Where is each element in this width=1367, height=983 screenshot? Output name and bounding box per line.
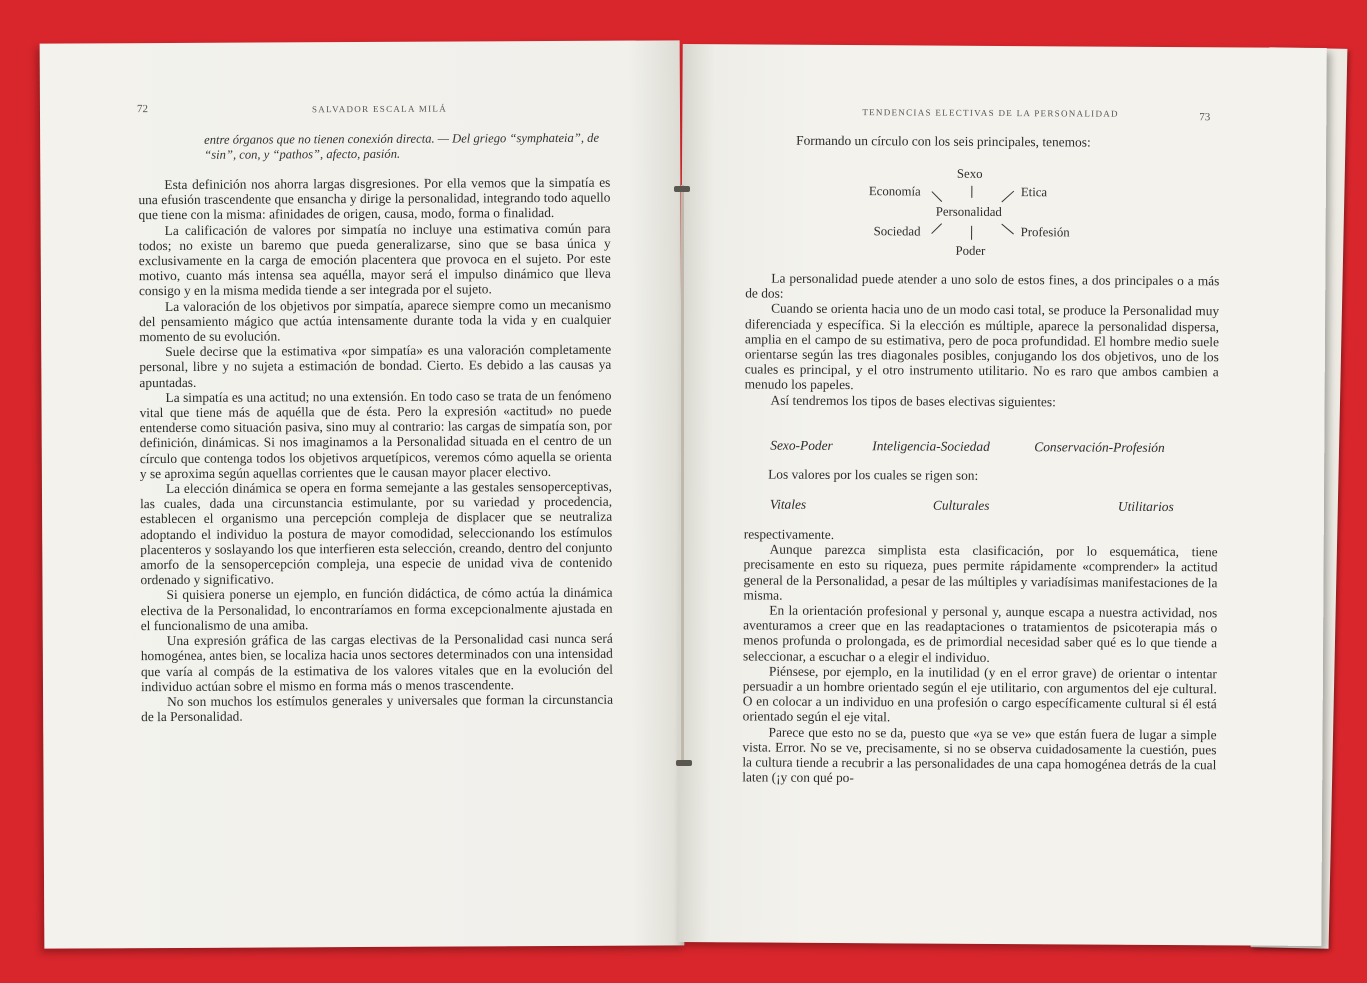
left-body-text <box>138 175 613 725</box>
base-inteligencia-sociedad: Inteligencia-Sociedad <box>872 438 990 454</box>
right-running-head: TENDENCIAS ELECTIVAS DE LA PERSONALIDAD <box>862 107 1119 119</box>
paragraph: Aunque parezca simplista esta clasificación, por lo esquemática, tiene precisamente en esto su riqueza, pues permite rápidamente «comprender» la actitud general de la Personalidad, a pesar de las múltiples y variadísimas manifestaciones de la misma. <box>743 541 1218 603</box>
bottom-staple <box>676 760 692 766</box>
values-intro: Los valores por los cuales se rigen son: <box>768 466 979 483</box>
diagram-upper-left: Economía <box>868 184 921 199</box>
paragraph: La simpatía es una actitud; no una extensión. En todo caso se trata de un fenómeno vital que tiene más de aquélla que de ésta. Pero la expresión «actitud» no puede entenderse como situación pasiva, sino muy al contrario: las cargas de simpatía son, por definición, dinámicas. Si nos imaginamos a la Personalidad situada en el centro de un círculo que contenga todos los objetivos arquetípicos, veremos cómo aquella se orienta y se aproxima según aquellas corrientes que le causan mayor placer electivo. <box>139 387 612 482</box>
footnote: entre órganos que no tienen conexión directa. — Del griego “symphateia”, de “sin”, con, y “pathos”, afecto, pasión. <box>204 130 600 162</box>
diagram-lower-right: Profesión <box>1020 225 1070 240</box>
left-page-number: 72 <box>136 103 149 116</box>
value-utilitarios: Utilitarios <box>1117 498 1174 515</box>
paragraph: La elección dinámica se opera en forma semejante a las gestales sensoperceptivas, las cuales, dada una circunstancia estimulante, por su variedad y procedencia, establecen el organismo una percepción compleja de displacer que se neutraliza adoptando el individuo la postura de mayor comodidad, seleccionando los estímulos placenteros y soslayando los que interfieren esta selección, creando, dentro del conjunto amorfo de la sensopercepción compleja, una especie de unidad viva de contenido ordenado y significativo. <box>140 478 613 588</box>
diagram-top: Sexo <box>956 166 983 181</box>
diagram-center: Personalidad <box>935 204 1002 219</box>
paragraph: La personalidad puede atender a uno solo de estos fines, a dos principales o a más de dos: <box>745 270 1220 301</box>
respectively-text: respectivamente. <box>743 526 835 542</box>
paragraph: Piénsese, por ejemplo, en la inutilidad (y en el error grave) de orientar o intentar persuadir a un hombre orientado según el eje utilitario, con argumentos del eje cultural. O en colocar a un individuo en una profesión o cargo específicamente cultural si él está orientado según el eje vital. <box>742 663 1217 725</box>
binding-thread <box>681 185 684 765</box>
base-sexo-poder: Sexo-Poder <box>770 437 833 453</box>
top-staple <box>674 186 690 192</box>
base-conservacion-profesion: Conservación-Profesión <box>1034 439 1165 455</box>
intro-text: Formando un círculo con los seis principales, tenemos: <box>796 132 1091 150</box>
diagram-bottom: Poder <box>955 243 986 258</box>
right-body-text-b <box>742 526 1218 787</box>
paragraph: Cuando se orienta hacia uno de un modo casi total, se produce la Personalidad muy diferenciada y específica. Si la elección es múltiple, aparece la personalidad dispersa, amplia en el campo de su estimativa, pero de poca profundidad. El hombre medio suele orientarse según las tres diagonales posibles, conjugando los dos objetivos, uno de los cuales es principal, y el otro instrumento utilitario. No es raro que ambos cambien a menudo los papeles. <box>744 300 1220 393</box>
diagram-upper-right: Etica <box>1020 185 1048 200</box>
diagram-lower-left: Sociedad <box>873 224 921 239</box>
paragraph: La valoración de los objetivos por simpatía, aparece siempre como un mecanismo del pensamiento mágico que actúa intensamente durante toda la vida y en cualquier momento de su evolución. <box>139 296 612 345</box>
paragraph: Si quisiera ponerse un ejemplo, en función didáctica, de cómo actúa la dinámica electiva de la Personalidad, lo encontraríamos en forma excepcionalmente ajustada en el funcionalismo de una amiba. <box>140 585 613 634</box>
personality-diagram <box>821 163 1122 265</box>
paragraph: Parece que esto no se da, puesto que «ya se ve» que están fuera de lugar a simple vista. Error. No se ve, precisamente, si no se observa cuidadosamente la cuestión, pues la cultura tiende a recubrir a las personalidades de una capa homogénea detrás de la cual laten (¡y con qué po- <box>742 724 1217 786</box>
right-body-text-a <box>745 270 1220 410</box>
paragraph: No son muchos los estímulos generales y universales que forman la circunstancia de la Personalidad. <box>141 691 614 725</box>
value-vitales: Vitales <box>769 496 807 512</box>
paragraph: Suele decirse que la estimativa «por simpatía» es una valoración completamente personal, libre y no sujeta a estimación de bondad. Cierto. Es debido a las causas ya apuntadas. <box>139 341 612 390</box>
left-page <box>40 40 685 948</box>
right-page <box>677 44 1326 946</box>
paragraph: Esta definición nos ahorra largas disgresiones. Por ella vemos que la simpatía es una efusión trascendente que ensancha y dirige la personalidad, integrando todo aquello que tiene con la misma: afinidades de origen, causa, modo, forma o finalidad. <box>138 174 611 223</box>
paragraph: La calificación de valores por simpatía no incluye una estimativa común para todos; no existe un baremo que pueda generalizarse, sino que se basa única y exclusivamente en la carga de emoción placentera que provoca en el sujeto. Por este motivo, cuanto más intensa sea aquélla, mayor será el impulso dinámico que lleva consigo y en la misma medida tiende a ser integrada por el sujeto. <box>138 220 611 299</box>
paragraph: En la orientación profesional y personal y, aunque escapa a nuestra actividad, nos aventuramos a creer que en las readaptaciones o tratamientos de psicoterapia más o menos profunda o prolongada, es de primordial necesidad saber qué es lo que tiende a seleccionar, a escuchar o a elegir el individuo. <box>742 602 1218 665</box>
paragraph: Así tendremos los tipos de bases electivas siguientes: <box>770 392 1056 409</box>
value-culturales: Culturales <box>932 497 990 513</box>
left-running-head: SALVADOR ESCALA MILÁ <box>311 103 448 115</box>
values-intro-line <box>768 467 1218 485</box>
intro-line <box>770 133 1220 151</box>
paragraph: Una expresión gráfica de las cargas electivas de la Personalidad casi nunca será homogénea, antes bien, se localiza hacia unos sectores determinados con una intensidad que varía al compás de la estimativa de los valores vitales que en la evolución del individuo actúan sobre el mismo en forma más o menos trascendente. <box>140 630 613 694</box>
right-page-number: 73 <box>1199 111 1211 124</box>
